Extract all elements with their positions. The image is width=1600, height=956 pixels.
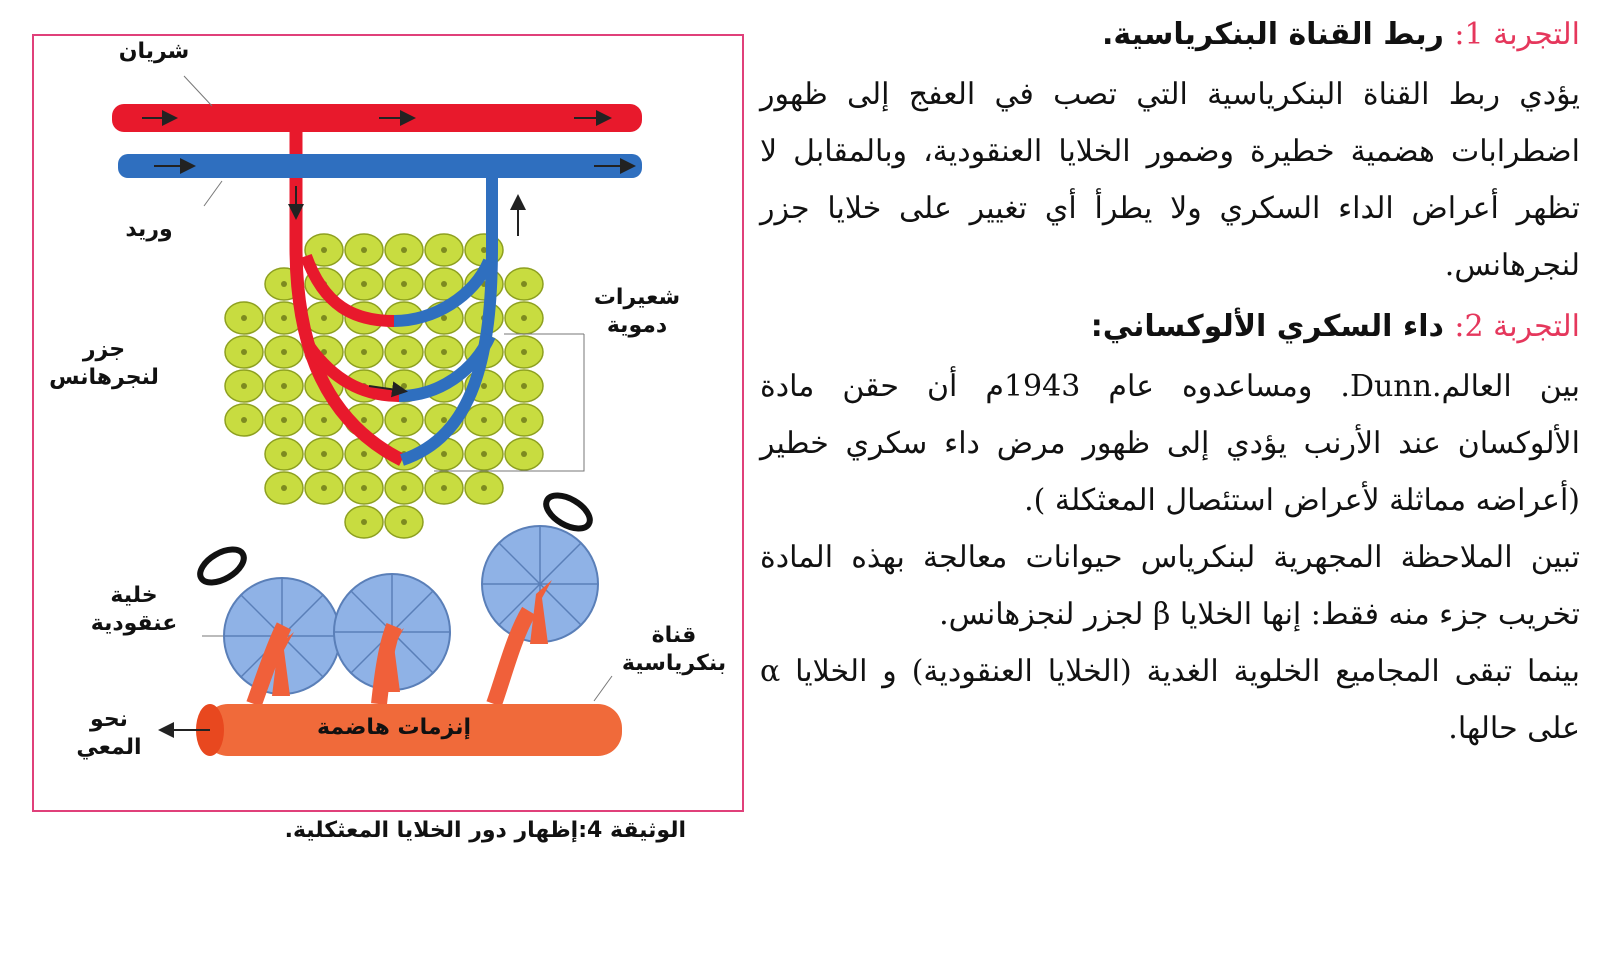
- islet-cell-nucleus: [241, 315, 247, 321]
- islet-cell-nucleus: [441, 451, 447, 457]
- islet-cell-nucleus: [361, 451, 367, 457]
- islet-ring-left: [195, 543, 250, 590]
- islet-cell-nucleus: [481, 485, 487, 491]
- islet-cell-nucleus: [441, 485, 447, 491]
- islet-cell-nucleus: [321, 451, 327, 457]
- islet-cell-nucleus: [321, 417, 327, 423]
- acini: [224, 526, 598, 696]
- label-pancreatic-duct: قناة بنكرياسية: [621, 623, 727, 676]
- label-digestive-enzymes: إنزمات هاضمة: [317, 715, 471, 740]
- islet-cell-nucleus: [401, 417, 407, 423]
- islet-cell-nucleus: [361, 247, 367, 253]
- experiment1-number: التجربة 1:: [1454, 17, 1580, 52]
- islet-cell-nucleus: [281, 417, 287, 423]
- islet-cell-nucleus: [321, 485, 327, 491]
- islet-cell-nucleus: [241, 383, 247, 389]
- islet-cell-nucleus: [281, 451, 287, 457]
- label-islet: جزر لنجرهانس: [49, 337, 159, 390]
- islet-cell-nucleus: [361, 519, 367, 525]
- islet-cell-nucleus: [481, 451, 487, 457]
- islet-cell-nucleus: [401, 383, 407, 389]
- islet-cell-nucleus: [361, 417, 367, 423]
- experiment1-title: ربط القناة البنكرياسية.: [1101, 17, 1444, 52]
- experiment1-heading: [760, 6, 1580, 66]
- islet-cell-nucleus: [441, 247, 447, 253]
- experiment1-body: يؤدي ربط القناة البنكرياسية التي تصب في العفج إلى ظهور اضطرابات هضمية خطيرة وضمور الخلايا العنقودية، وبالمقابل لا تظهر أعراض الداء السكري ولا يطرأ أي تغيير على خلايا جزر لنجرهانس.: [760, 77, 1580, 283]
- islet-cell-nucleus: [481, 383, 487, 389]
- islet-cell-nucleus: [401, 281, 407, 287]
- label-acinar-cell: خلية عنقودية: [90, 583, 178, 636]
- islet-cell-nucleus: [521, 417, 527, 423]
- islet-cell-nucleus: [321, 315, 327, 321]
- experiment2-body1: بين العالم.Dunn. ومساعدوه عام 1943م أن حقن مادة الألوكسان عند الأرنب يؤدي إلى ظهور مرض داء سكري خطير (أعراضه مماثلة لأعراض استئصال المعثكلة ).: [760, 369, 1580, 518]
- islet-cell-nucleus: [281, 315, 287, 321]
- islet-cell-nucleus: [401, 247, 407, 253]
- experiment2-number: التجربة 2:: [1454, 309, 1580, 344]
- pancreas-diagram: [34, 36, 746, 814]
- islet-cell-nucleus: [521, 451, 527, 457]
- label-to-intestine: نحو المعي: [76, 707, 142, 760]
- islet-cell-nucleus: [521, 315, 527, 321]
- islet-cell-nucleus: [361, 349, 367, 355]
- islet-cell-nucleus: [481, 417, 487, 423]
- islet-cell-nucleus: [321, 247, 327, 253]
- experiment2-body3: بينما تبقى المجاميع الخلوية الغدية (الخلايا العنقودية) و الخلايا α على حالها.: [760, 654, 1580, 746]
- figure-caption: الوثيقة 4:إظهار دور الخلايا المعثكلية.: [284, 818, 686, 843]
- islet-cell-nucleus: [281, 349, 287, 355]
- islet-cell-nucleus: [441, 349, 447, 355]
- islet-cell-nucleus: [361, 281, 367, 287]
- experiment2-title: داء السكري الألوكساني:: [1090, 309, 1444, 344]
- experiment2-heading: [760, 298, 1580, 358]
- islet-cell-nucleus: [521, 281, 527, 287]
- label-artery: شريان: [118, 39, 190, 64]
- islet-cell-nucleus: [521, 383, 527, 389]
- islet-cell-nucleus: [281, 383, 287, 389]
- experiment2-body2: تبين الملاحظة المجهرية لبنكرياس حيوانات معالجة بهذه المادة تخريب جزء منه فقط: إنها الخلايا β لجزر لنجزهانس.: [760, 540, 1580, 632]
- islet-cell-nucleus: [441, 417, 447, 423]
- islet-cell-nucleus: [361, 485, 367, 491]
- islet-cell-nucleus: [521, 349, 527, 355]
- islet-cell-nucleus: [401, 485, 407, 491]
- islet-cell-nucleus: [241, 417, 247, 423]
- islet-cell-nucleus: [401, 519, 407, 525]
- islet-cell-nucleus: [281, 281, 287, 287]
- label-vein: وريد: [125, 217, 173, 242]
- figure-frame: [32, 34, 744, 812]
- islet-cell-nucleus: [281, 485, 287, 491]
- label-capillaries: شعيرات دموية: [593, 285, 681, 338]
- islet-cell-nucleus: [441, 281, 447, 287]
- islet-cell-nucleus: [241, 349, 247, 355]
- islet-cell-nucleus: [401, 349, 407, 355]
- text-column: [760, 6, 1580, 757]
